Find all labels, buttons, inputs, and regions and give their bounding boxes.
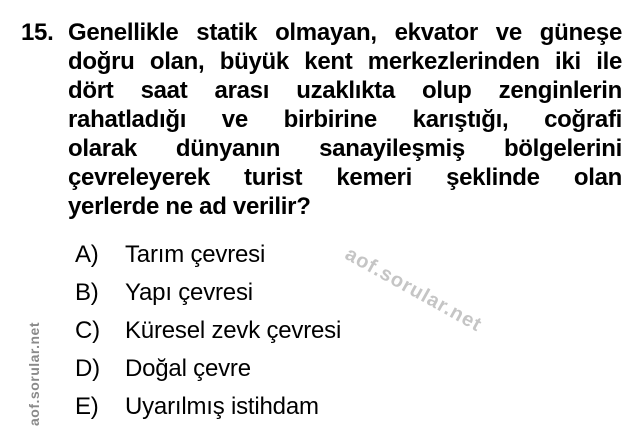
options-list [75,240,555,430]
option-e-text: Uyarılmış istihdam [125,393,319,420]
question-line-3: dört saat arası uzaklıkta olup zenginlerin [68,77,622,104]
option-a-text: Tarım çevresi [125,241,266,268]
option-b[interactable] [75,278,555,307]
option-c-text: Küresel zevk çevresi [125,317,342,344]
question-text [68,18,622,221]
option-e-letter: E) [75,393,99,420]
question-line-6: çevreleyerek turist kemeri şeklinde olan [68,164,622,191]
option-d-text: Doğal çevre [125,355,251,382]
question-line-7: yerlerde ne ad verilir? [68,193,311,220]
option-c-letter: C) [75,317,100,344]
option-a-letter: A) [75,241,99,268]
option-e[interactable] [75,392,555,421]
option-b-text: Yapı çevresi [125,279,253,306]
option-a[interactable] [75,240,555,269]
question-line-4: rahatladığı ve birbirine karıştığı, coğrafi [68,106,622,133]
option-d[interactable] [75,354,555,383]
question-line-1: Genellikle statik olmayan, ekvator ve güneşe [68,19,622,46]
question-line-5: olarak dünyanın sanayileşmiş bölgelerini [68,135,622,162]
option-d-letter: D) [75,355,100,382]
option-b-letter: B) [75,279,99,306]
watermark-diagonal: aof.sorular.net [341,243,486,337]
watermark-left-vertical: aof.sorular.net [26,322,42,426]
question-line-2: doğru olan, büyük kent merkezlerinden iki ile [68,48,622,75]
question-number: 15. [21,19,54,46]
